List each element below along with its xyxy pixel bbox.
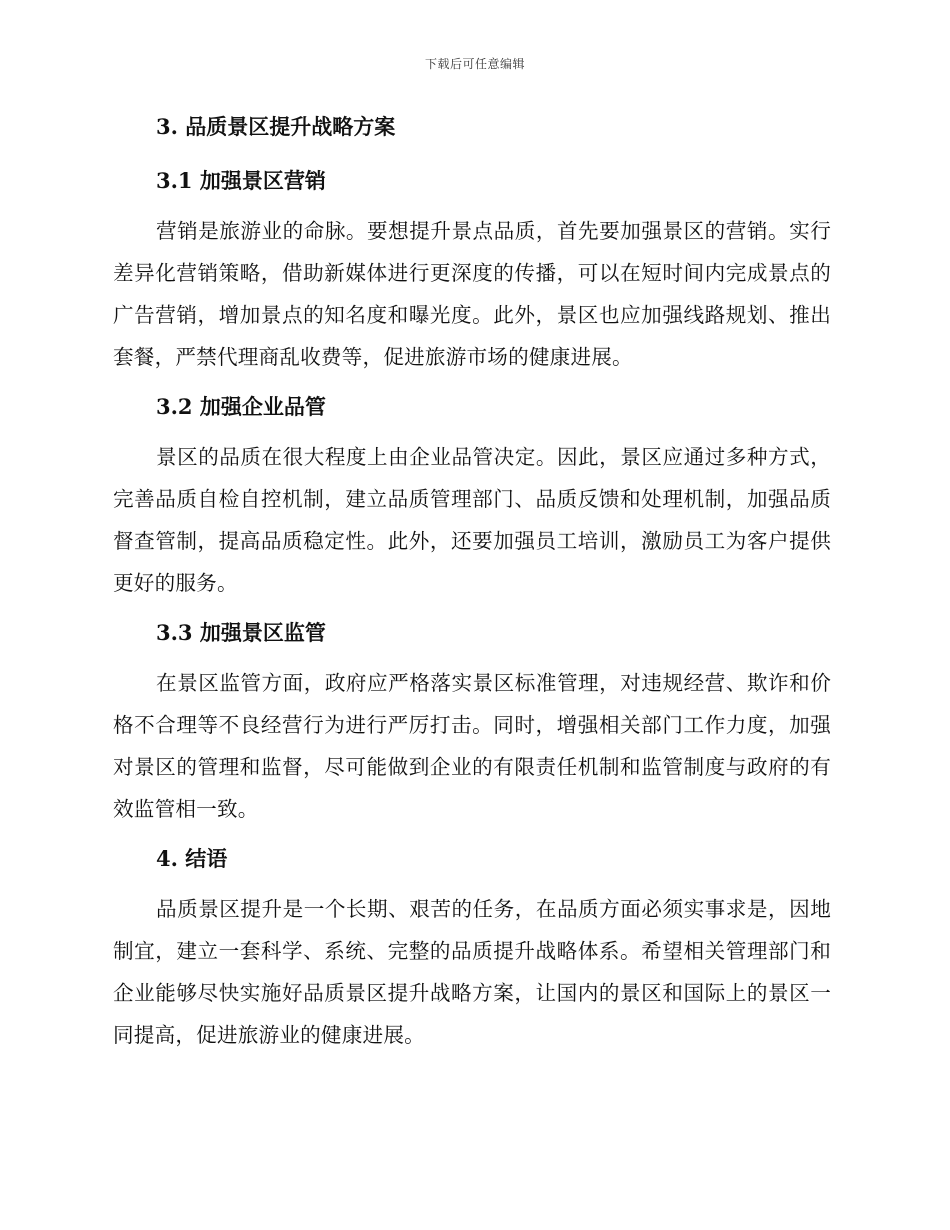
- section-3-2-paragraph: 景区的品质在很大程度上由企业品管决定。因此，景区应通过多种方式，完善品质自检自控机制，建立品质管理部门、品质反馈和处理机制，加强品质督查管制，提高品质稳定性。此外，还要加强员工培训，激励员工为客户提供更好的服务。: [113, 445, 831, 595]
- section-3-1-paragraph: 营销是旅游业的命脉。要想提升景点品质，首先要加强景区的营销。实行差异化营销策略，借助新媒体进行更深度的传播，可以在短时间内完成景点的广告营销，增加景点的知名度和曝光度。此外，景区也应加强线路规划、推出套餐，严禁代理商乱收费等，促进旅游市场的健康进展。: [113, 219, 831, 369]
- section-4-heading: 4. 结语: [156, 846, 228, 871]
- header-note: 下载后可任意编辑: [424, 57, 525, 71]
- document-body: [113, 108, 831, 1056]
- section-4-paragraph: 品质景区提升是一个长期、艰苦的任务，在品质方面必须实事求是，因地制宜，建立一套科学、系统、完整的品质提升战略体系。希望相关管理部门和企业能够尽快实施好品质景区提升战略方案，让国内的景区和国际上的景区一同提高，促进旅游业的健康进展。: [113, 897, 831, 1047]
- section-3-1-heading: 3.1 加强景区营销: [156, 168, 326, 193]
- section-3-3-paragraph: 在景区监管方面，政府应严格落实景区标准管理，对违规经营、欺诈和价格不合理等不良经营行为进行严厉打击。同时，增强相关部门工作力度，加强对景区的管理和监督，尽可能做到企业的有限责任机制和监管制度与政府的有效监管相一致。: [113, 671, 831, 821]
- section-3-heading: 3. 品质景区提升战略方案: [156, 114, 396, 139]
- section-3-2-heading: 3.2 加强企业品管: [156, 394, 326, 419]
- section-3-3-heading: 3.3 加强景区监管: [156, 620, 326, 645]
